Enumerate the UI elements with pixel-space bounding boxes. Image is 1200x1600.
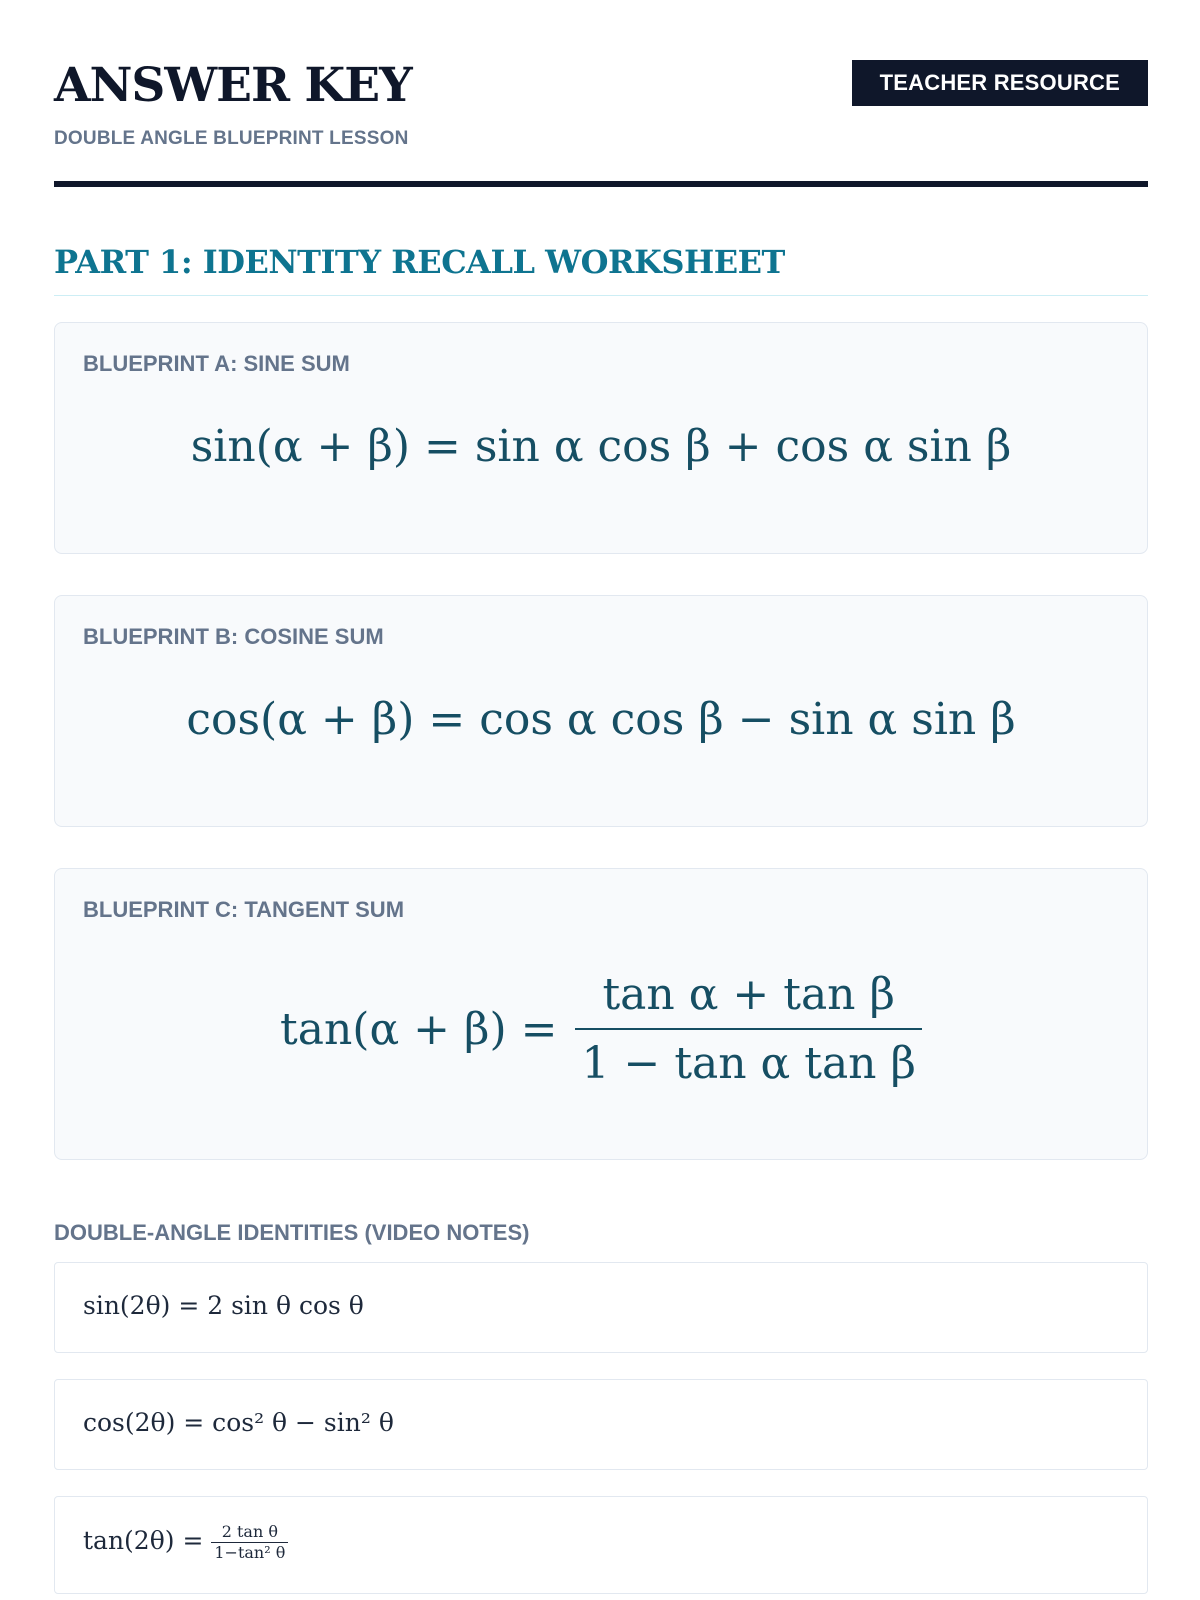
note-card-sin-double [54, 1262, 1148, 1353]
sin-double-angle-formula: sin(2θ) = 2 sin θ cos θ [83, 1291, 364, 1320]
fraction-denominator: 1 − tan α tan β [575, 1028, 921, 1089]
fraction-numerator: 2 tan θ [221, 1522, 278, 1541]
blueprint-label: BLUEPRINT B: COSINE SUM [83, 624, 384, 649]
fraction-numerator: tan α + tan β [602, 969, 895, 1020]
page-title: ANSWER KEY [54, 58, 412, 113]
fraction-denominator: 1−tan² θ [211, 1542, 288, 1562]
tan-double-lhs: tan(2θ) = [83, 1526, 204, 1555]
sine-sum-formula: sin(α + β) = sin α cos β + cos α sin β [190, 421, 1012, 472]
blueprint-label: BLUEPRINT C: TANGENT SUM [83, 897, 405, 922]
tan-double-fraction [211, 1523, 288, 1562]
blueprint-label: BLUEPRINT A: SINE SUM [83, 351, 350, 376]
tangent-sum-fraction [575, 969, 921, 1089]
cosine-sum-formula: cos(α + β) = cos α cos β − sin α sin β [186, 694, 1016, 745]
note-card-tan-double [54, 1496, 1148, 1594]
header-divider [54, 181, 1148, 187]
notes-heading: DOUBLE-ANGLE IDENTITIES (VIDEO NOTES) [54, 1220, 530, 1245]
blueprint-card-tangent-sum [54, 868, 1148, 1160]
section-divider [54, 295, 1148, 296]
page-subtitle: DOUBLE ANGLE BLUEPRINT LESSON [54, 128, 409, 149]
page-header [54, 56, 1148, 188]
tangent-sum-formula [55, 969, 1147, 1089]
tangent-sum-lhs: tan(α + β) = [280, 1003, 558, 1055]
teacher-resource-badge: TEACHER RESOURCE [852, 60, 1148, 106]
note-card-cos-double [54, 1379, 1148, 1470]
section-title: PART 1: IDENTITY RECALL WORKSHEET [54, 243, 785, 281]
tan-double-angle-formula [83, 1523, 288, 1562]
cos-double-angle-formula: cos(2θ) = cos² θ − sin² θ [83, 1408, 394, 1437]
blueprint-card-sine-sum [54, 322, 1148, 554]
blueprint-card-cosine-sum [54, 595, 1148, 827]
